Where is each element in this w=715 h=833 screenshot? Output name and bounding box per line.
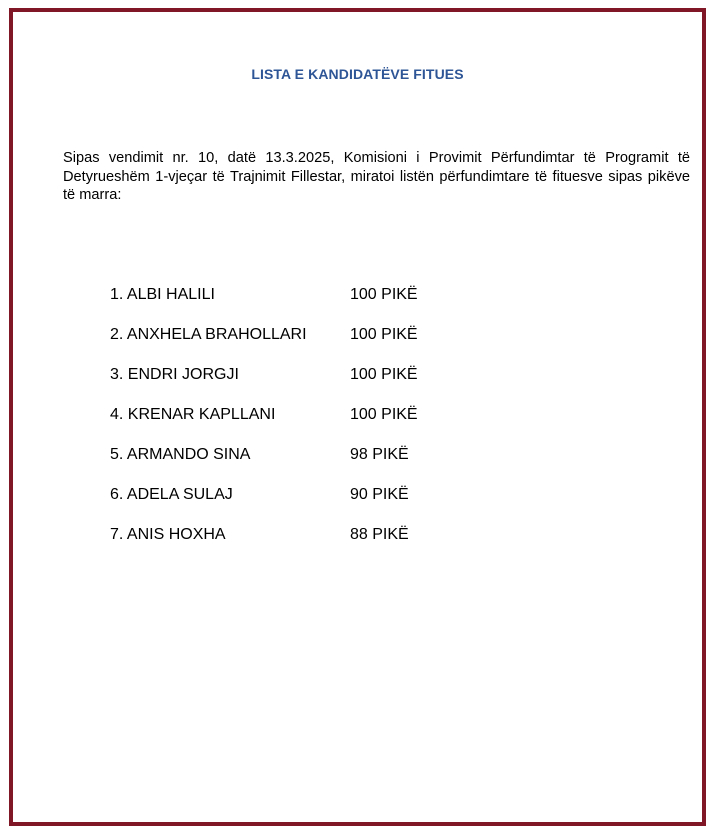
candidate-name: 2. ANXHELA BRAHOLLARI: [110, 326, 307, 343]
candidate-score: 100 PIKË: [350, 286, 418, 303]
candidate-score: 100 PIKË: [350, 366, 418, 383]
list-item: [110, 475, 418, 515]
candidate-name: 4. KRENAR KAPLLANI: [110, 406, 276, 423]
list-item: [110, 395, 418, 435]
document-title: LISTA E KANDIDATËVE FITUES: [251, 66, 464, 82]
document-frame: [9, 8, 706, 826]
list-item: [110, 315, 418, 355]
candidate-name: 3. ENDRI JORGJI: [110, 366, 239, 383]
candidate-name: 1. ALBI HALILI: [110, 286, 215, 303]
list-item: [110, 275, 418, 315]
list-item: [110, 435, 418, 475]
candidate-name: 6. ADELA SULAJ: [110, 486, 233, 503]
candidate-score: 100 PIKË: [350, 406, 418, 423]
decision-paragraph: Sipas vendimit nr. 10, datë 13.3.2025, Komisioni i Provimit Përfundimtar të Programit të Detyrueshëm 1-vjeçar të Trajnimit Fillestar, miratoi listën përfundimtare të fituesve sipas pikëve të marra:: [63, 150, 690, 203]
candidate-score: 88 PIKË: [350, 526, 409, 543]
list-item: [110, 355, 418, 395]
candidate-score: 100 PIKË: [350, 326, 418, 343]
candidate-score: 90 PIKË: [350, 486, 409, 503]
candidate-score: 98 PIKË: [350, 446, 409, 463]
candidates-list: [110, 275, 418, 555]
candidate-name: 7. ANIS HOXHA: [110, 526, 226, 543]
list-item: [110, 515, 418, 555]
candidate-name: 5. ARMANDO SINA: [110, 446, 251, 463]
